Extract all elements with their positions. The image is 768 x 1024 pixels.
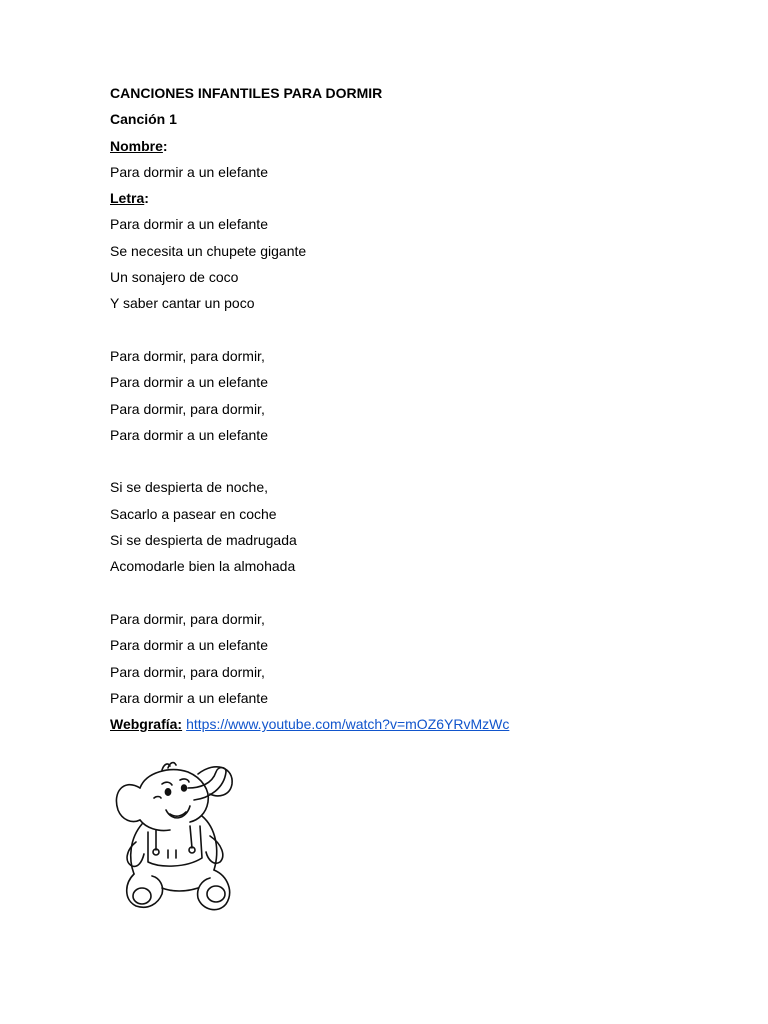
lyric-line: Para dormir, para dormir, — [110, 347, 265, 364]
song-heading: Canción 1 — [110, 111, 177, 128]
song-name: Para dormir a un elefante — [110, 163, 268, 180]
lyric-line: Para dormir a un elefante — [110, 374, 268, 391]
webography-link[interactable]: https://www.youtube.com/watch?v=mOZ6YRvMzWc — [186, 716, 510, 733]
lyric-line: Para dormir a un elefante — [110, 689, 268, 706]
lyric-line: Sacarlo a pasear en coche — [110, 505, 277, 522]
lyrics-label-row: Letra: — [110, 190, 149, 207]
lyric-line: Para dormir a un elefante — [110, 426, 268, 443]
lyric-line: Para dormir, para dormir, — [110, 610, 265, 627]
lyric-line: Y saber cantar un poco — [110, 295, 255, 312]
lyric-line: Un sonajero de coco — [110, 269, 239, 286]
lyric-line: Se necesita un chupete gigante — [110, 242, 307, 259]
name-label: Nombre — [110, 137, 163, 154]
lyric-line: Para dormir a un elefante — [110, 216, 268, 233]
elephant-illustration-icon — [106, 758, 246, 918]
stanza-break — [110, 320, 730, 346]
document-title: CANCIONES INFANTILES PARA DORMIR — [110, 85, 383, 101]
webography-label: Webgrafía: — [110, 716, 183, 733]
webography-row — [110, 714, 730, 740]
lyric-line: Para dormir, para dormir, — [110, 400, 265, 417]
name-label-row: Nombre: — [110, 137, 168, 154]
lyrics-label: Letra — [110, 190, 145, 207]
document-body — [110, 83, 730, 740]
lyric-line: Si se despierta de noche, — [110, 479, 268, 496]
lyric-line: Si se despierta de madrugada — [110, 532, 297, 549]
stanza-break — [110, 583, 730, 609]
lyric-line: Para dormir a un elefante — [110, 637, 268, 654]
stanza-break — [110, 451, 730, 477]
lyric-line: Para dormir, para dormir, — [110, 663, 265, 680]
lyric-line: Acomodarle bien la almohada — [110, 558, 296, 575]
